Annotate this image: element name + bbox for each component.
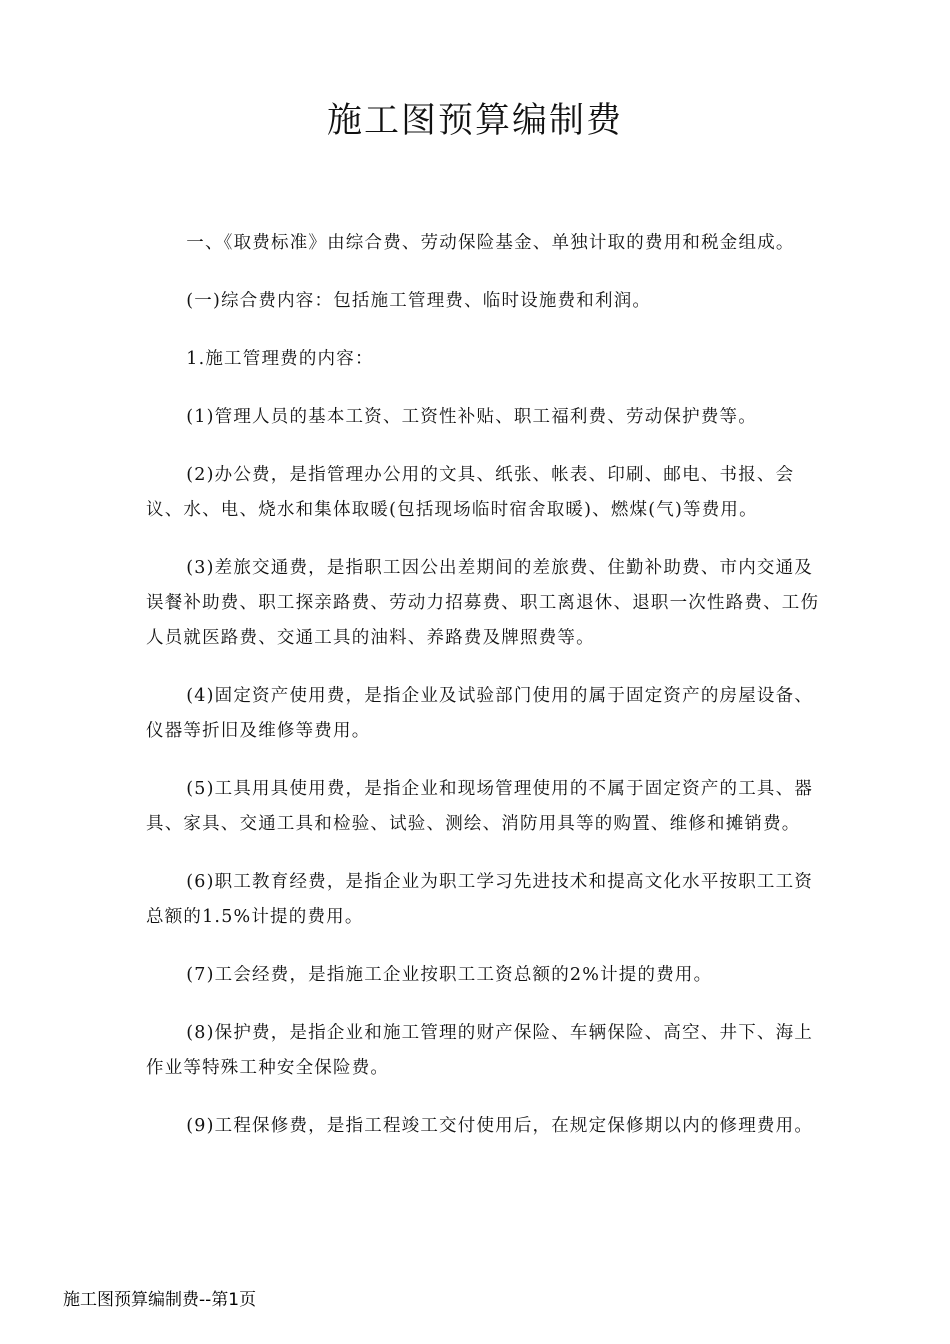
paragraph-item-7: (7)工会经费，是指施工企业按职工工资总额的2%计提的费用。 bbox=[186, 965, 713, 985]
document-body bbox=[146, 226, 826, 1167]
paragraph-item-9: (9)工程保修费，是指工程竣工交付使用后，在规定保修期以内的修理费用。 bbox=[186, 1116, 814, 1136]
paragraph-fee-composition: 一、《取费标准》由综合费、劳动保险基金、单独计取的费用和税金组成。 bbox=[186, 233, 795, 253]
paragraph-item-6: (6)职工教育经费，是指企业为职工学习先进技术和提高文化水平按职工工资总额的1.5%计提的费用。 bbox=[146, 872, 814, 927]
paragraph-item-2: (2)办公费，是指管理办公用的文具、纸张、帐表、印刷、邮电、书报、会议、水、电、烧水和集体取暖(包括现场临时宿舍取暖)、燃煤(气)等费用。 bbox=[146, 465, 795, 520]
paragraph-item-4: (4)固定资产使用费，是指企业及试验部门使用的属于固定资产的房屋设备、仪器等折旧及维修等费用。 bbox=[146, 686, 814, 741]
document-title: 施工图预算编制费 bbox=[326, 101, 623, 141]
paragraph-item-5: (5)工具用具使用费，是指企业和现场管理使用的不属于固定资产的工具、器具、家具、交通工具和检验、试验、测绘、消防用具等的购置、维修和摊销费。 bbox=[146, 779, 814, 834]
paragraph-item-8: (8)保护费，是指企业和施工管理的财产保险、车辆保险、高空、井下、海上作业等特殊工种安全保险费。 bbox=[146, 1023, 814, 1078]
paragraph-comprehensive-fee: (一)综合费内容：包括施工管理费、临时设施费和利润。 bbox=[186, 291, 652, 311]
paragraph-management-fee-heading: 1.施工管理费的内容： bbox=[186, 349, 374, 369]
page-footer: 施工图预算编制费--第1页 bbox=[63, 1290, 257, 1310]
paragraph-item-3: (3)差旅交通费，是指职工因公出差期间的差旅费、住勤补助费、市内交通及误餐补助费、职工探亲路费、劳动力招募费、职工离退休、退职一次性路费、工伤人员就医路费、交通工具的油料、养路费及牌照费等。 bbox=[146, 558, 820, 648]
paragraph-item-1: (1)管理人员的基本工资、工资性补贴、职工福利费、劳动保护费等。 bbox=[186, 407, 757, 427]
